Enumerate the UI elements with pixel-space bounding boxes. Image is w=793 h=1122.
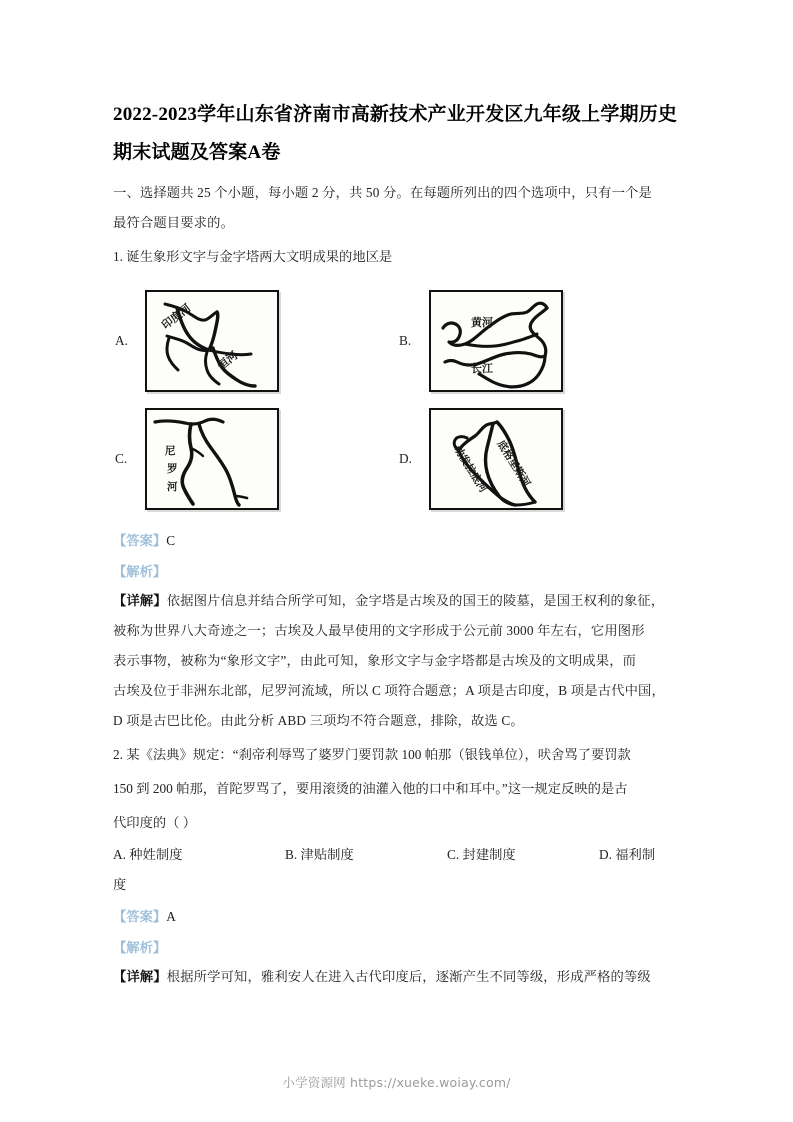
- question-1-detail-text-1: 依据图片信息并结合所学可知，金字塔是古埃及的国王的陵墓，是国王权利的象征，: [166, 593, 665, 608]
- question-2-answer-label: 【答案】: [113, 909, 167, 924]
- question-2-options: [113, 840, 681, 870]
- question-2-answer: [113, 902, 681, 931]
- section-intro-line-2: 最符合题目要求的。: [113, 215, 235, 230]
- nile-map-icon: [145, 408, 279, 510]
- river-label-nile-3: 河: [167, 482, 178, 493]
- river-label-ganges: 恒河: [215, 349, 241, 373]
- question-1-answer: [113, 526, 681, 555]
- question-1-figure-options: [113, 290, 681, 510]
- question-2-option-a-text: 种姓制度: [129, 847, 183, 862]
- figure-option-d[interactable]: [397, 408, 681, 510]
- river-label-yangtze: 长江: [471, 363, 493, 375]
- question-2-stem-line-2: 150 到 200 帕那，首陀罗骂了，要用滚烫的油灌入他的口中和耳中。”这一规定反映的是古: [113, 781, 628, 796]
- question-2-detail-label: 【详解】: [113, 969, 167, 984]
- river-label-yellow: 黄河: [471, 317, 493, 329]
- figure-option-b[interactable]: [397, 290, 681, 392]
- footer-watermark: 小学资源网 https://xueke.woiay.com/: [282, 1075, 511, 1090]
- figure-row-top: [113, 290, 681, 392]
- question-1-detail-line-3: 表示事物，被称为“象形文字”，由此可知，象形文字与金字塔都是古埃及的文明成果，而: [113, 653, 637, 668]
- question-1-detail-line-5: D 项是古巴比伦。由此分析 ABD 三项均不符合题意，排除，故选 C。: [113, 713, 524, 728]
- river-label-euphrates: 幼发拉底河: [451, 444, 489, 495]
- figure-option-b-letter: B.: [399, 333, 412, 348]
- question-1-answer-value: C: [166, 533, 176, 548]
- question-2-option-d-wrap: 度: [113, 877, 127, 892]
- question-1-detail-line-4: 古埃及位于非洲东北部，尼罗河流域，所以 C 项符合题意；A 项是古印度，B 项是古代中国，: [113, 683, 665, 698]
- yellow-yangtze-map-icon: [429, 290, 563, 392]
- river-label-nile-2: 罗: [167, 464, 178, 475]
- question-2-option-c[interactable]: [447, 840, 599, 870]
- section-intro-line-1: 一、选择题共 25 个小题，每小题 2 分，共 50 分。在每题所列出的四个选项中，只有一个是: [113, 185, 652, 200]
- question-2-option-d[interactable]: [599, 840, 655, 870]
- figure-option-c[interactable]: [113, 408, 397, 510]
- question-2-answer-value: A: [166, 909, 176, 924]
- question-2-option-a[interactable]: [113, 840, 285, 870]
- question-2-option-b-letter: B.: [285, 847, 298, 862]
- question-2-option-a-letter: A.: [113, 847, 126, 862]
- river-label-nile-1: 尼: [165, 446, 176, 457]
- figure-option-a[interactable]: [113, 290, 397, 392]
- figure-option-c-letter: C.: [115, 451, 128, 466]
- tigris-euphrates-map-icon: [429, 408, 563, 510]
- question-2-option-d-text: 福利制: [615, 847, 656, 862]
- question-1-answer-label: 【答案】: [113, 533, 167, 548]
- question-2-stem-line-3: 代印度的（ ）: [113, 815, 197, 830]
- figure-option-d-letter: D.: [399, 451, 412, 466]
- document-body: [113, 96, 681, 992]
- question-2-detail-line-1: [113, 962, 681, 992]
- question-2-detail-text-1: 根据所学可知，雅利安人在进入古代印度后，逐渐产生不同等级，形成严格的等级: [166, 969, 651, 984]
- figure-option-a-letter: A.: [115, 333, 128, 348]
- page-title: 2022-2023学年山东省济南市高新技术产业开发区九年级上学期历史期末试题及答案A卷: [113, 104, 678, 163]
- question-2-stem-line-1: 2. 某《法典》规定：“刹帝利辱骂了婆罗门要罚款 100 帕那（银钱单位），吠舍骂了要罚款: [113, 747, 631, 762]
- question-2-option-b[interactable]: [285, 840, 447, 870]
- question-2-option-c-letter: C.: [447, 847, 460, 862]
- question-2-option-d-letter: D.: [599, 847, 612, 862]
- river-label-tigris: 底格里斯河: [494, 438, 532, 490]
- question-1-detail-line-1: [113, 586, 681, 616]
- question-1-detail-label: 【详解】: [113, 593, 167, 608]
- question-1-analysis-label: 【解析】: [113, 564, 167, 579]
- question-2-option-c-text: 封建制度: [462, 847, 516, 862]
- indus-ganges-map-icon: [145, 290, 279, 392]
- question-2-analysis-label: 【解析】: [113, 940, 167, 955]
- question-1-detail-line-2: 被称为世界八大奇迹之一；古埃及人最早使用的文字形成于公元前 3000 年左右，它用图形: [113, 623, 645, 638]
- figure-row-bottom: [113, 408, 681, 510]
- river-label-indus: 印度河: [159, 302, 194, 332]
- question-1-stem: 1. 诞生象形文字与金字塔两大文明成果的地区是: [113, 249, 393, 264]
- question-2-option-b-text: 津贴制度: [300, 847, 354, 862]
